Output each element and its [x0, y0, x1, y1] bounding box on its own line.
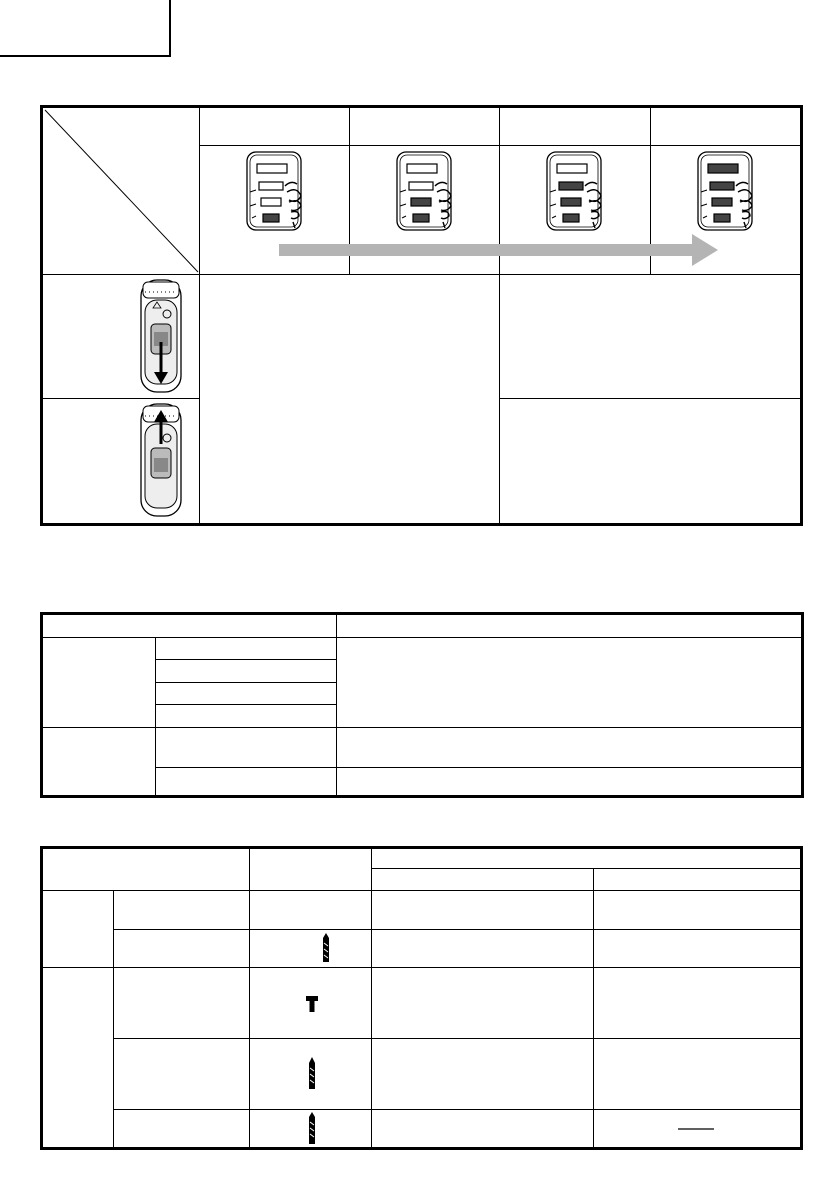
app-row-4-icon: [250, 1039, 372, 1110]
app-row-4: [114, 1039, 250, 1110]
app-row-1: [114, 891, 250, 930]
spec-row-4: [156, 705, 337, 728]
indicator-header-4: [651, 108, 801, 146]
spec-header-right: [337, 615, 802, 638]
spec-group-1-label: [43, 638, 156, 728]
app-row-1-b: [594, 891, 801, 930]
application-table: [42, 848, 801, 1148]
clutch-indicator-icon: [350, 146, 500, 274]
mode-description-right-bottom: [500, 399, 801, 524]
app-group-2: [43, 968, 114, 1148]
spec-group-2-label: [43, 728, 156, 796]
app-row-1-icon: [250, 891, 372, 930]
app-row-2-icon: [250, 930, 372, 968]
app-subheader-1: [372, 869, 594, 891]
spec-row-1: [156, 638, 337, 660]
specification-table: [42, 614, 802, 796]
spec-row-2: [156, 660, 337, 683]
clutch-indicator-icon: [200, 146, 350, 274]
mode-description-left: [200, 275, 500, 524]
app-row-4-a: [372, 1039, 594, 1110]
drill-bit-icon: [250, 1111, 372, 1147]
indicator-cell-1: [200, 146, 350, 275]
drill-high-speed-icon: [43, 400, 200, 522]
spec-row-6-value: [337, 768, 802, 796]
diagonal-line: [43, 108, 200, 274]
indicator-cell-4: [651, 146, 801, 275]
app-row-2-b: [594, 930, 801, 968]
high-speed-tool-cell: [43, 399, 200, 524]
app-header-left: [43, 849, 250, 891]
app-subheader-2: [594, 869, 801, 891]
app-group-1: [43, 891, 114, 968]
indicator-header-3: [500, 108, 651, 146]
spec-row-3: [156, 683, 337, 705]
indicator-cell-3: [500, 146, 651, 275]
hammer-mode-icon: [250, 968, 372, 1038]
app-row-1-a: [372, 891, 594, 930]
clutch-indicator-icon: [651, 146, 801, 274]
app-row-5-icon: [250, 1110, 372, 1148]
low-speed-tool-cell: [43, 275, 200, 399]
drill-low-speed-icon: [43, 276, 200, 398]
spec-header-left: [43, 615, 337, 638]
spec-row-5: [156, 728, 337, 768]
mode-description-right-top: [500, 275, 801, 399]
app-row-5: [114, 1110, 250, 1148]
diagonal-header-cell: [43, 108, 200, 275]
dash-line: [594, 1111, 801, 1147]
app-row-3-icon: [250, 968, 372, 1039]
indicator-header-1: [200, 108, 350, 146]
app-row-3-a: [372, 968, 594, 1039]
app-row-3: [114, 968, 250, 1039]
drill-bit-icon: [250, 1039, 372, 1109]
app-row-2-a: [372, 930, 594, 968]
clutch-indicator-icon: [500, 146, 650, 274]
spec-row-6: [156, 768, 337, 796]
app-row-3-b: [594, 968, 801, 1039]
app-row-2: [114, 930, 250, 968]
app-header-icon-col: [250, 849, 372, 891]
app-row-4-b: [594, 1039, 801, 1110]
spec-group-1-value: [337, 638, 802, 728]
spec-row-5-value: [337, 728, 802, 768]
page-tab-box: [0, 0, 171, 57]
clutch-setting-table: [42, 107, 801, 524]
app-row-5-b: [594, 1110, 801, 1148]
indicator-header-2: [350, 108, 500, 146]
drill-bit-icon: [250, 931, 372, 967]
app-row-5-a: [372, 1110, 594, 1148]
app-header-right: [372, 849, 801, 869]
indicator-cell-2: [350, 146, 500, 275]
